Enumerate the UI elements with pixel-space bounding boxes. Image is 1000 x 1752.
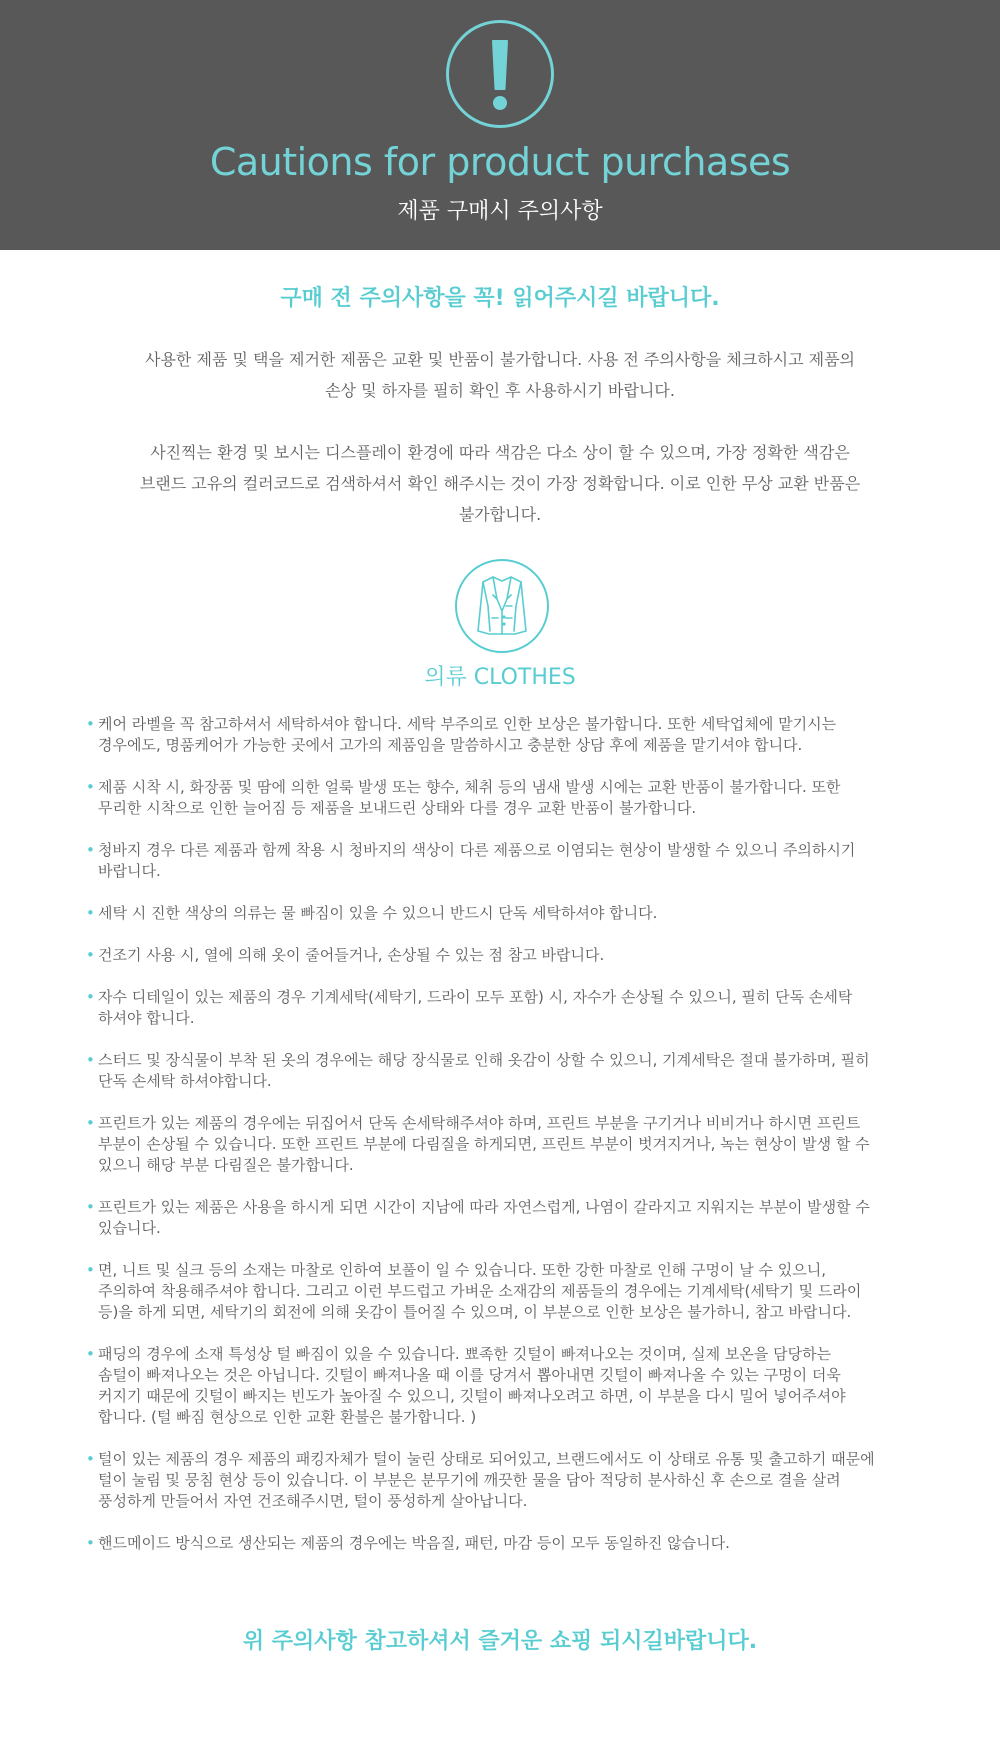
list-item-line: 프린트가 있는 제품은 사용을 하시게 되면 시간이 지남에 따라 자연스럽게, 나염이 갈라지고 지워지는 부분이 발생할 수 [98, 1198, 870, 1216]
list-item-line: 건조기 사용 시, 열에 의해 옷이 줄어들거나, 손상될 수 있는 점 참고 바랍니다. [98, 946, 605, 964]
list-item-line: 부분이 손상될 수 있습니다. 또한 프린트 부분에 다림질을 하게되면, 프린트 부분이 벗겨지거나, 녹는 현상이 발생 할 수 [98, 1135, 870, 1153]
list-item-line: 있습니다. [98, 1219, 161, 1237]
list-item-line: 청바지 경우 다른 제품과 함께 착용 시 청바지의 색상이 다른 제품으로 이염되는 현상이 발생할 수 있으니 주의하시기 [98, 841, 856, 859]
list-item-line: 하셔야 합니다. [98, 1009, 195, 1027]
list-item-line: 자수 디테일이 있는 제품의 경우 기계세탁(세탁기, 드라이 모두 포함) 시, 자수가 손상될 수 있으니, 필히 단독 손세탁 [98, 988, 853, 1006]
list-item-line: 세탁 시 진한 색상의 의류는 물 빠짐이 있을 수 있으니 반드시 단독 세탁하셔야 합니다. [98, 904, 658, 922]
bullet-icon: • [86, 946, 95, 964]
list-item-line: 풍성하게 만들어서 자연 건조해주시면, 털이 풍성하게 살아납니다. [98, 1492, 528, 1510]
list-item-line: 스터드 및 장식물이 부착 된 옷의 경우에는 해당 장식물로 인해 옷감이 상할 수 있으니, 기계세탁은 절대 불가하며, 필히 [98, 1051, 870, 1069]
list-item [86, 1197, 926, 1239]
list-item-line: 합니다. (털 빠짐 현상으로 인한 교환 환불은 불가합니다. ) [98, 1408, 477, 1426]
list-item [86, 1533, 926, 1554]
page-title: Cautions for product purchases [209, 140, 791, 184]
bullet-icon: • [86, 1534, 95, 1552]
list-item-line: 케어 라벨을 꼭 참고하셔서 세탁하셔야 합니다. 세탁 부주의로 인한 보상은 불가합니다. 또한 세탁업체에 맡기시는 [98, 715, 837, 733]
list-item-line: 바랍니다. [98, 862, 161, 880]
list-item-line: 등)을 하게 되면, 세탁기의 회전에 의해 옷감이 틀어질 수 있으며, 이 부분으로 인한 보상은 불가하니, 참고 바랍니다. [98, 1303, 852, 1321]
list-item-line: 경우에도, 명품케어가 가능한 곳에서 고가의 제품임을 말씀하시고 충분한 상담 후에 제품을 맡기셔야 합니다. [98, 736, 803, 754]
paragraph-line: 사용한 제품 및 택을 제거한 제품은 교환 및 반품이 불가합니다. 사용 전 주의사항을 체크하시고 제품의 [145, 350, 855, 369]
bullet-icon: • [86, 904, 95, 922]
list-item [86, 1449, 926, 1512]
bullet-icon: • [86, 841, 95, 859]
bullet-icon: • [86, 1450, 95, 1468]
notice-paragraph [95, 344, 905, 406]
list-item-line: 있으니 해당 부분 다림질은 불가합니다. [98, 1156, 354, 1174]
bullet-icon: • [86, 1261, 95, 1279]
list-item-line: 단독 손세탁 하셔야합니다. [98, 1072, 272, 1090]
list-item-line: 솜털이 빠져나오는 것은 아닙니다. 깃털이 빠져나올 때 이를 당겨서 뽑아내면 깃털이 빠져나올 수 있는 구멍이 더욱 [98, 1366, 841, 1384]
list-item-line: 패딩의 경우에 소재 특성상 털 빠짐이 있을 수 있습니다. 뾰족한 깃털이 빠져나오는 것이며, 실제 보온을 담당하는 [98, 1345, 832, 1363]
page-subtitle: 제품 구매시 주의사항 [397, 199, 603, 224]
section-title: 의류 CLOTHES [424, 665, 576, 690]
bullet-icon: • [86, 778, 95, 796]
list-item-line: 핸드메이드 방식으로 생산되는 제품의 경우에는 박음질, 패턴, 마감 등이 모두 동일하진 않습니다. [98, 1534, 730, 1552]
caution-list [86, 714, 926, 1575]
list-item [86, 987, 926, 1029]
list-item-line: 털이 있는 제품의 경우 제품의 패킹자체가 털이 눌린 상태로 되어있고, 브랜드에서도 이 상태로 유통 및 출고하기 때문에 [98, 1450, 875, 1468]
list-item-line: 무리한 시착으로 인한 늘어짐 등 제품을 보내드린 상태와 다를 경우 교환 반품이 불가합니다. [98, 799, 697, 817]
list-item-line: 커지기 때문에 깃털이 빠지는 빈도가 높아질 수 있으니, 깃털이 빠져나오려고 하면, 이 부분을 다시 밀어 넣어주셔야 [98, 1387, 846, 1405]
exclamation-icon [446, 20, 554, 128]
list-item [86, 840, 926, 882]
closing-message: 위 주의사항 참고하셔서 즐거운 쇼핑 되시길바랍니다. [242, 1629, 758, 1654]
list-item-line: 제품 시착 시, 화장품 및 땀에 의한 얼룩 발생 또는 향수, 체취 등의 냄새 발생 시에는 교환 반품이 불가합니다. 또한 [98, 778, 841, 796]
bullet-icon: • [86, 1345, 95, 1363]
jacket-icon [455, 559, 549, 653]
list-item-line: 프린트가 있는 제품의 경우에는 뒤집어서 단독 손세탁해주셔야 하며, 프린트 부분을 구기거나 비비거나 하시면 프린트 [98, 1114, 861, 1132]
paragraph-line: 불가합니다. [458, 505, 542, 524]
list-item [86, 1113, 926, 1176]
bullet-icon: • [86, 715, 95, 733]
list-item [86, 1050, 926, 1092]
list-item [86, 1260, 926, 1323]
notice-paragraph [95, 437, 905, 530]
list-item [86, 1344, 926, 1428]
paragraph-line: 사진찍는 환경 및 보시는 디스플레이 환경에 따라 색감은 다소 상이 할 수 있으며, 가장 정확한 색감은 [150, 443, 850, 462]
list-item [86, 714, 926, 756]
list-item [86, 945, 926, 966]
notice-heading: 구매 전 주의사항을 꼭! 읽어주시길 바랍니다. [280, 286, 720, 311]
bullet-icon: • [86, 988, 95, 1006]
list-item [86, 903, 926, 924]
bullet-icon: • [86, 1198, 95, 1216]
list-item-line: 면, 니트 및 실크 등의 소재는 마찰로 인하여 보풀이 일 수 있습니다. 또한 강한 마찰로 인해 구멍이 날 수 있으니, [98, 1261, 826, 1279]
bullet-icon: • [86, 1051, 95, 1069]
paragraph-line: 손상 및 하자를 필히 확인 후 사용하시기 바랍니다. [325, 381, 675, 400]
bullet-icon: • [86, 1114, 95, 1132]
list-item-line: 털이 눌림 및 뭉침 현상 등이 있습니다. 이 부분은 분무기에 깨끗한 물을 담아 적당히 분사하신 후 손으로 결을 살려 [98, 1471, 841, 1489]
paragraph-line: 브랜드 고유의 컬러코드로 검색하셔서 확인 해주시는 것이 가장 정확합니다. 이로 인한 무상 교환 반품은 [139, 474, 861, 493]
header-banner [0, 0, 1000, 250]
list-item [86, 777, 926, 819]
list-item-line: 주의하여 착용해주셔야 합니다. 그리고 이런 부드럽고 가벼운 소재감의 제품들의 경우에는 기계세탁(세탁기 및 드라이 [98, 1282, 862, 1300]
